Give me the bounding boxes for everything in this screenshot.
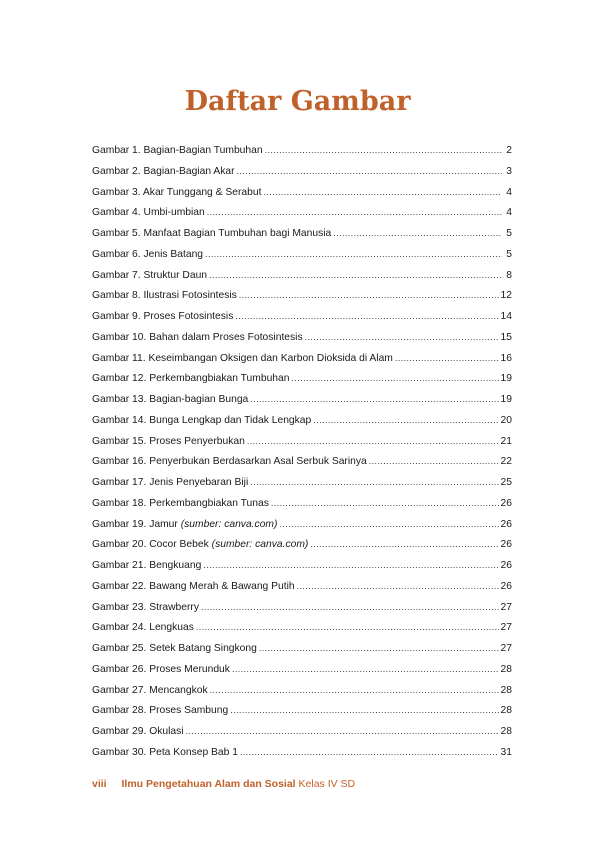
- toc-entry-page: 28: [500, 663, 512, 675]
- dot-leader: [291, 368, 498, 389]
- toc-entry-text: Gambar 13. Bagian-bagian Bunga: [92, 394, 249, 405]
- toc-entry[interactable]: [92, 721, 512, 742]
- toc-entry-text: Gambar 4. Umbi-umbian: [92, 207, 205, 219]
- toc-entry-text: Gambar 11. Keseimbangan Oksigen dan Karbon Dioksida di Alam: [92, 352, 393, 364]
- toc-entry-page: 27: [500, 643, 512, 654]
- toc-entry-page: 27: [500, 622, 512, 634]
- dot-leader: [232, 659, 499, 680]
- toc-entry[interactable]: [92, 659, 512, 680]
- dot-leader: [209, 265, 502, 286]
- toc-entry[interactable]: [92, 555, 512, 576]
- toc-entry-label: [92, 701, 228, 722]
- toc-entry-page: 26: [500, 580, 512, 592]
- dot-leader: [333, 223, 502, 244]
- toc-entry-text: Gambar 20. Cocor Bebek: [92, 539, 209, 551]
- toc-entry-page: 15: [500, 331, 512, 343]
- toc-entry-text: Gambar 25. Setek Batang Singkong: [92, 643, 257, 654]
- toc-entry-text: Gambar 6. Jenis Batang: [92, 248, 204, 260]
- dot-leader: [201, 597, 499, 618]
- toc-entry-text: Gambar 18. Perkembangbiakan Tunas: [92, 497, 269, 509]
- dot-leader: [205, 244, 502, 265]
- toc-entry-label: [92, 743, 238, 764]
- dot-leader: [196, 617, 499, 638]
- dot-leader: [210, 680, 499, 701]
- toc-entry[interactable]: [92, 514, 512, 535]
- toc-entry[interactable]: [92, 140, 512, 161]
- toc-entry[interactable]: [92, 265, 512, 286]
- toc-entry-page: 3: [506, 165, 512, 177]
- toc-entry[interactable]: [92, 223, 512, 244]
- toc-entry-page: 2: [506, 145, 512, 156]
- toc-entry-label: [92, 307, 233, 328]
- dot-leader: [305, 327, 499, 348]
- dot-leader: [369, 451, 499, 472]
- toc-entry-page: 25: [500, 477, 512, 488]
- toc-entry-text: Gambar 12. Perkembangbiakan Tumbuhan: [92, 373, 290, 385]
- toc-entry-page: 16: [500, 352, 512, 364]
- toc-entry-label: [92, 411, 311, 432]
- toc-entry-page: 19: [500, 394, 512, 405]
- toc-entry-label: [92, 141, 263, 162]
- toc-entry-label: [92, 556, 201, 577]
- toc-entry-page: 4: [506, 207, 512, 219]
- toc-entry-page: 14: [500, 311, 512, 322]
- toc-entry-label: [92, 266, 207, 287]
- toc-entry-label: [92, 618, 194, 639]
- toc-entry-page: 5: [506, 248, 512, 260]
- dot-leader: [271, 493, 499, 514]
- toc-entry-page: 22: [500, 456, 512, 468]
- toc-entry-source: (sumber: canva.com): [180, 518, 278, 530]
- toc-entry-label: [92, 473, 248, 494]
- toc-entry-page: 28: [500, 705, 512, 717]
- toc-entry-label: [92, 452, 367, 473]
- toc-entry[interactable]: [92, 410, 512, 431]
- dot-leader: [247, 431, 499, 452]
- toc-entry-label: [92, 328, 303, 349]
- toc-entry-text: Gambar 19. Jamur: [92, 518, 178, 530]
- toc-entry-text: Gambar 24. Lengkuas: [92, 622, 194, 634]
- toc-entry-page: 26: [500, 518, 512, 530]
- dot-leader: [265, 140, 502, 161]
- dot-leader: [239, 285, 499, 306]
- toc-entry-page: 19: [500, 373, 512, 385]
- toc-entry-text: Gambar 10. Bahan dalam Proses Fotosintesis: [92, 331, 303, 343]
- toc-entry[interactable]: [92, 597, 512, 618]
- toc-entry-label: [92, 349, 393, 370]
- toc-entry[interactable]: [92, 700, 512, 721]
- toc-entry-text: Gambar 1. Bagian-Bagian Tumbuhan: [92, 145, 263, 156]
- toc-entry[interactable]: [92, 306, 512, 327]
- toc-entry[interactable]: [92, 327, 512, 348]
- toc-entry-text: Gambar 28. Proses Sambung: [92, 705, 229, 717]
- toc-entry-page: 4: [506, 186, 512, 198]
- toc-entry[interactable]: [92, 161, 512, 182]
- toc-entry-text: Gambar 27. Mencangkok: [92, 684, 208, 696]
- toc-entry-page: 21: [500, 435, 512, 447]
- toc-entry[interactable]: [92, 534, 512, 555]
- toc-entry-page: 27: [500, 601, 512, 613]
- toc-entry[interactable]: [92, 576, 512, 597]
- toc-entry[interactable]: [92, 638, 512, 659]
- footer-book-title: Ilmu Pengetahuan Alam dan Sosial: [121, 778, 296, 790]
- figure-list: [92, 140, 512, 763]
- dot-leader: [250, 472, 498, 493]
- toc-entry-label: [92, 183, 261, 204]
- toc-entry-label: [92, 390, 248, 411]
- toc-entry-text: Gambar 9. Proses Fotosintesis: [92, 311, 234, 322]
- toc-entry-page: 8: [506, 269, 512, 281]
- toc-entry[interactable]: [92, 431, 512, 452]
- toc-entry-text: Gambar 5. Manfaat Bagian Tumbuhan bagi Manusia: [92, 228, 332, 239]
- dot-leader: [203, 555, 498, 576]
- toc-entry-label: [92, 286, 237, 307]
- toc-entry-text: Gambar 26. Proses Merunduk: [92, 663, 230, 675]
- toc-entry-label: [92, 722, 184, 743]
- toc-entry-label: [92, 681, 208, 702]
- toc-entry-label: [92, 224, 331, 245]
- toc-entry-text: Gambar 7. Struktur Daun: [92, 269, 208, 281]
- toc-entry[interactable]: [92, 348, 512, 369]
- toc-entry-page: 26: [500, 560, 512, 571]
- page-title: Daftar Gambar: [184, 86, 411, 117]
- toc-entry[interactable]: [92, 389, 512, 410]
- dot-leader: [395, 348, 499, 369]
- toc-entry-text: Gambar 29. Okulasi: [92, 726, 184, 737]
- toc-entry-page: 20: [500, 414, 512, 426]
- toc-entry-label: [92, 203, 205, 224]
- dot-leader: [297, 576, 499, 597]
- dot-leader: [250, 389, 498, 410]
- toc-entry-text: Gambar 16. Penyerbukan Berdasarkan Asal Serbuk Sarinya: [92, 456, 367, 468]
- toc-entry-text: Gambar 15. Proses Penyerbukan: [92, 435, 245, 447]
- dot-leader: [240, 742, 499, 763]
- toc-entry-label: [92, 535, 308, 556]
- toc-entry-page: 5: [506, 228, 512, 239]
- toc-entry[interactable]: [92, 493, 512, 514]
- toc-entry-page: 26: [500, 539, 512, 551]
- dot-leader: [230, 700, 498, 721]
- dot-leader: [235, 306, 498, 327]
- toc-entry-page: 28: [500, 726, 512, 737]
- toc-entry-label: [92, 432, 245, 453]
- toc-entry-label: [92, 515, 277, 536]
- toc-entry-page: 28: [500, 684, 512, 696]
- dot-leader: [186, 721, 499, 742]
- toc-entry-text: Gambar 30. Peta Konsep Bab 1: [92, 746, 238, 758]
- toc-entry[interactable]: [92, 202, 512, 223]
- toc-entry[interactable]: [92, 182, 512, 203]
- dot-leader: [263, 182, 502, 203]
- dot-leader: [310, 534, 498, 555]
- toc-entry-text: Gambar 21. Bengkuang: [92, 560, 202, 571]
- toc-entry-label: [92, 369, 289, 390]
- dot-leader: [279, 514, 498, 535]
- dot-leader: [237, 161, 502, 182]
- toc-entry-text: Gambar 23. Strawberry: [92, 601, 200, 613]
- toc-entry-label: [92, 598, 199, 619]
- toc-entry-label: [92, 660, 230, 681]
- toc-entry[interactable]: [92, 472, 512, 493]
- toc-entry-page: 12: [500, 290, 512, 302]
- dot-leader: [207, 202, 502, 223]
- toc-entry[interactable]: [92, 451, 512, 472]
- toc-entry-label: [92, 245, 203, 266]
- toc-entry-source: (sumber: canva.com): [211, 539, 309, 551]
- toc-entry[interactable]: [92, 742, 512, 763]
- toc-entry-label: [92, 639, 257, 660]
- toc-entry-text: Gambar 2. Bagian-Bagian Akar: [92, 165, 235, 177]
- toc-entry-page: 31: [500, 746, 512, 758]
- toc-entry-text: Gambar 8. Ilustrasi Fotosintesis: [92, 290, 237, 302]
- dot-leader: [259, 638, 499, 659]
- toc-entry[interactable]: [92, 617, 512, 638]
- toc-entry-text: Gambar 17. Jenis Penyebaran Biji: [92, 477, 249, 488]
- toc-entry[interactable]: [92, 244, 512, 265]
- toc-entry-text: Gambar 22. Bawang Merah & Bawang Putih: [92, 580, 295, 592]
- toc-entry[interactable]: [92, 368, 512, 389]
- toc-entry-label: [92, 577, 295, 598]
- toc-entry[interactable]: [92, 680, 512, 701]
- page-footer: [92, 778, 355, 790]
- footer-class-label: Kelas IV SD: [298, 778, 356, 790]
- toc-entry[interactable]: [92, 285, 512, 306]
- toc-entry-label: [92, 494, 269, 515]
- dot-leader: [313, 410, 498, 431]
- toc-entry-text: Gambar 14. Bunga Lengkap dan Tidak Lengkap: [92, 414, 312, 426]
- toc-entry-label: [92, 162, 235, 183]
- toc-entry-page: 26: [500, 497, 512, 509]
- footer-page-number: viii: [92, 778, 107, 790]
- toc-entry-text: Gambar 3. Akar Tunggang & Serabut: [92, 186, 262, 198]
